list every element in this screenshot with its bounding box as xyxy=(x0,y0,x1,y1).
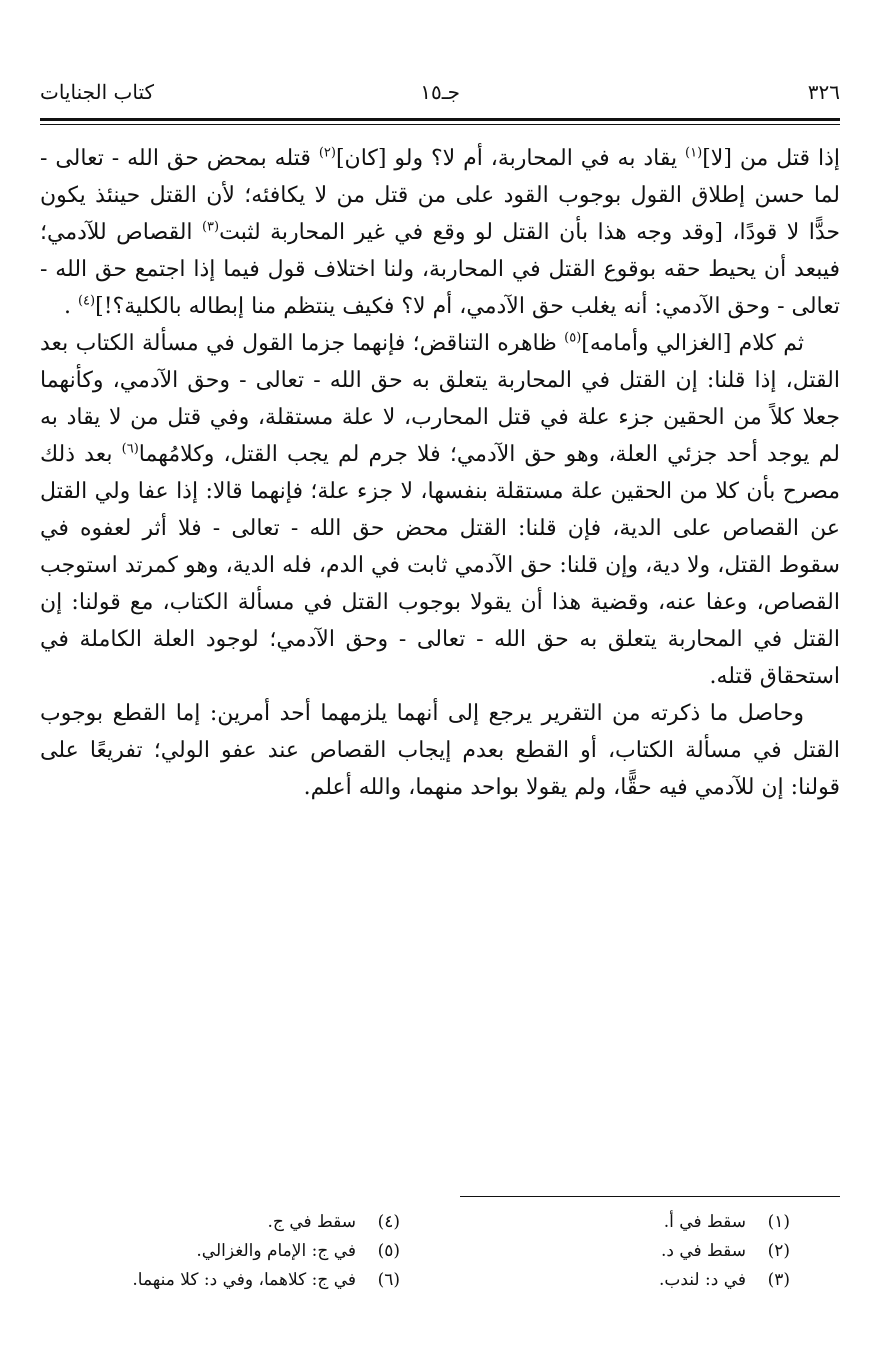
footnote-ref: (٢) xyxy=(318,145,336,161)
footnote-number: (٣) xyxy=(767,1270,790,1290)
text-run: . xyxy=(63,294,78,319)
footnote-2 xyxy=(450,1237,790,1266)
footnote-rule xyxy=(460,1196,840,1197)
footnote-6 xyxy=(60,1266,400,1295)
footnote-number: (٦) xyxy=(377,1270,400,1290)
footnote-ref: (٥) xyxy=(564,330,582,346)
text-run: ثم كلام [الغزالي وأمامه] xyxy=(581,331,805,356)
footnote-4 xyxy=(60,1208,400,1237)
text-run: ظاهره التناقض؛ فإنهما جزما القول في مسألة الكتاب بعد القتل، إذا قلنا: إن القتل في المحاربة يتعلق به حق الله - تعالى - وحق الآدمي، وكأنهما جعلا كلاً من الحقين جزء علة في قتل المحارب، لا علة مستقلة، وفي قتل من لا يقاد به لم يوجد أحد جزئي العلة، وهو حق الآدمي؛ فلا جرم لم يجب القتل، وكلامُهما xyxy=(40,331,840,467)
footnote-ref: (٦) xyxy=(121,441,139,457)
footnotes-column-right xyxy=(450,1208,790,1295)
footnote-number: (١) xyxy=(767,1212,790,1232)
footnote-number: (٥) xyxy=(377,1241,400,1261)
footnote-ref: (٤) xyxy=(77,293,96,309)
footnote-text: سقط في د. xyxy=(660,1241,746,1261)
footnote-text: في د: لندب. xyxy=(658,1270,746,1290)
footnote-1 xyxy=(450,1208,790,1237)
text-run: قتله بمحض حق الله - تعالى - لما حسن إطلاق القول بوجوب القود على من قتل من لا يكافئه؛ لأن القتل حينئذ يكون حدًّا لا قودًا، [وقد وجه هذا بأن القتل لو وقع في غير المحاربة لثبت xyxy=(40,146,840,245)
text-run: وحاصل ما ذكرته من التقرير يرجع إلى أنهما يلزمهما أحد أمرين: إما القطع بوجوب القتل في مسألة الكتاب، أو القطع بعدم إيجاب القصاص عند عفو الولي؛ تفريعًا على قولنا: إن للآدمي فيه حقًّا، ولم يقولا بواحد منهما، والله أعلم. xyxy=(40,701,840,800)
footnote-5 xyxy=(60,1237,400,1266)
paragraph-3 xyxy=(40,695,840,806)
header-rule-thick xyxy=(40,118,840,121)
footnote-number: (٤) xyxy=(377,1212,400,1232)
paragraph-2 xyxy=(40,325,840,695)
text-run: القصاص للآدمي؛ فيبعد أن يحيط حقه بوقوع القتل في المحاربة، ولنا اختلاف قول فيما إذا اجتمع حق الله - تعالى - وحق الآدمي: أنه يغلب حق الآدمي، أم لا؟ فكيف ينتظم منا إبطاله بالكلية؟!] xyxy=(40,220,840,319)
text-run: يقاد به في المحاربة، أم لا؟ ولو [كان] xyxy=(335,146,686,171)
footnote-ref: (٣) xyxy=(201,219,220,235)
footnote-text: في ج: الإمام والغزالي. xyxy=(196,1241,356,1261)
paragraph-1 xyxy=(40,140,840,325)
page-number: ٣٢٦ xyxy=(807,80,840,104)
footnote-text: سقط في ج. xyxy=(267,1212,356,1232)
text-run: إذا قتل من [لا] xyxy=(702,146,841,171)
footnote-text: سقط في أ. xyxy=(663,1212,746,1232)
book-title: كتاب الجنايات xyxy=(40,80,155,104)
header-rule-thin xyxy=(40,124,840,125)
footnote-text: في ج: كلاهما، وفي د: كلا منهما. xyxy=(132,1270,356,1290)
text-run: بعد ذلك مصرح بأن كلا من الحقين علة مستقلة بنفسها، لا جزء علة؛ فإنهما قالا: إذا عفا ولي القتل عن القصاص على الدية، فإن قلنا: القتل محض حق الله - تعالى - فلا أثر لعفوه في سقوط القتل، ولا دية، وإن قلنا: حق الآدمي ثابت في الدم، فله الدية، وهو كمرتد استوجب القصاص، وعفا عنه، وقضية هذا أن يقولا بوجوب القتل في مسألة الكتاب، مع قولنا: إن القتل في المحاربة يتعلق به حق الله - تعالى - وحق الآدمي؛ لوجود العلة الكاملة في استحقاق قتله. xyxy=(40,442,840,689)
volume-label: جـ١٥ xyxy=(420,80,460,104)
main-text xyxy=(40,140,840,806)
footnote-number: (٢) xyxy=(767,1241,790,1261)
page-header xyxy=(40,80,840,116)
footnote-ref: (١) xyxy=(685,145,703,161)
footnote-3 xyxy=(450,1266,790,1295)
footnotes-column-left xyxy=(60,1208,400,1295)
